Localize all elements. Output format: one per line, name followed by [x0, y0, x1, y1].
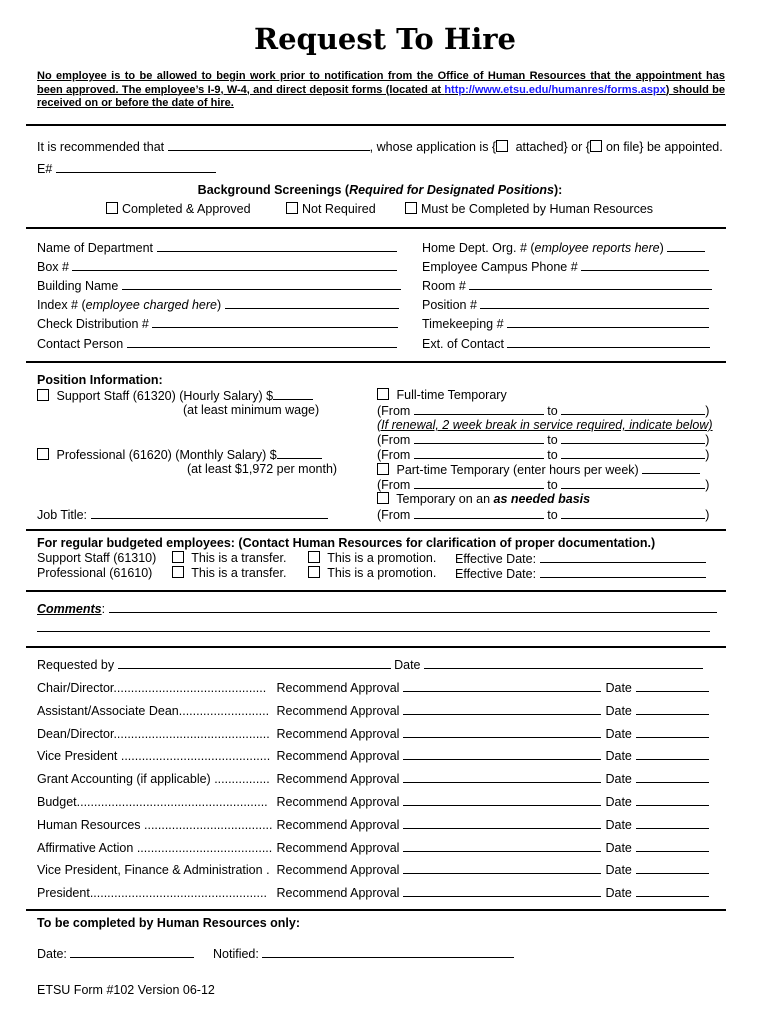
date-label: Date [605, 681, 632, 695]
budgeted-heading: For regular budgeted employees: (Contact Human Resources for clarification of proper documentation.) [37, 536, 656, 550]
support-promotion [308, 551, 436, 565]
recommend-approval-label: Recommend Approval [276, 749, 400, 764]
date-label: Date [605, 726, 632, 741]
attached-checkbox[interactable] [496, 140, 508, 152]
parttime-label: Part-time Temporary (enter hours per week) [396, 463, 639, 477]
approval-date-field[interactable] [636, 840, 709, 852]
support-transfer [172, 551, 286, 565]
from-label: (From [377, 404, 411, 418]
position-num-row [422, 297, 709, 312]
leader-dots: ........................................... [120, 749, 271, 764]
asneeded-label: Temporary on an [396, 492, 494, 506]
date-label: Date [605, 863, 632, 878]
comments-row [37, 601, 717, 616]
date-label: Date [605, 772, 632, 787]
leader-dots: ................................................... [89, 886, 267, 901]
support-transfer-checkbox[interactable] [172, 551, 184, 563]
approval-row [37, 885, 709, 900]
close-paren: ) [705, 508, 710, 522]
approver-label: Dean/Director [37, 726, 114, 741]
support-promotion-checkbox[interactable] [308, 551, 320, 563]
approver-title [37, 727, 273, 741]
hours-per-week-field[interactable] [642, 462, 700, 474]
close-paren: ) [705, 448, 710, 462]
comments-field-2[interactable] [37, 620, 710, 632]
hourly-salary-field[interactable] [273, 388, 313, 400]
approval-signature-field[interactable] [403, 703, 601, 715]
leader-dots: .......................... [178, 703, 270, 718]
parttime-row [377, 462, 700, 477]
fulltime-to-field[interactable] [561, 403, 705, 415]
hr-only-heading: To be completed by Human Resources only: [37, 916, 301, 930]
home-dept-label-em: employee reports here [534, 241, 660, 255]
to-label: to [547, 433, 558, 447]
comments-colon: : [101, 602, 106, 616]
divider [26, 646, 726, 648]
approval-row [37, 817, 709, 832]
parttime-to-field[interactable] [561, 477, 705, 489]
recommend-label: It is recommended that [37, 140, 165, 154]
page-title: Request To Hire [253, 22, 517, 56]
box-field[interactable] [72, 259, 397, 271]
leader-dots: ....................................... [136, 840, 273, 855]
budgeted-support-label: Support Staff (61310) [37, 551, 157, 565]
approver-label: Vice President [37, 749, 121, 764]
recommend-approval-label: Recommend Approval [276, 795, 400, 809]
leader-dots: ..................................... [144, 817, 273, 832]
attached-label: attached} or { [512, 140, 590, 154]
renewal-from-field-1[interactable] [414, 432, 544, 444]
department-row [37, 240, 397, 255]
approver-title [37, 863, 273, 877]
asneeded-from-row [377, 507, 709, 522]
approval-signature-field[interactable] [403, 726, 601, 738]
notice-text [37, 70, 725, 111]
close-paren: ) [705, 478, 710, 492]
enum-label: E# [37, 162, 53, 176]
approver-title [37, 886, 273, 900]
from-label: (From [377, 448, 411, 462]
recommend-approval-label: Recommend Approval [276, 817, 400, 832]
hr-notified-label: Notified: [213, 947, 259, 961]
campus-phone-field[interactable] [581, 259, 709, 271]
not-required-checkbox[interactable] [286, 202, 298, 214]
fulltime-label: Full-time Temporary [396, 388, 507, 402]
approval-row [37, 703, 709, 718]
notice-part-a: No employee is to be allowed to begin work prior to notification from the Office of Human Resources that the appointment has been approved. The employee’s I-9, W-4, and direct deposit forms (located at [37, 70, 725, 96]
date-label: Date [605, 749, 632, 764]
approval-signature-field[interactable] [403, 862, 601, 874]
date-label: Date [605, 817, 632, 832]
date-label: Date [394, 658, 421, 672]
screenings-heading-em: Required for Designated Positions [349, 183, 554, 197]
divider [26, 227, 726, 229]
job-title-label: Job Title: [37, 508, 88, 522]
renewal-from-row-2 [377, 447, 709, 462]
approval-row [37, 748, 709, 763]
recommend-approval-label: Recommend Approval [276, 726, 400, 741]
support-staff-row [37, 388, 313, 403]
approval-row [37, 794, 709, 809]
parttime-from-field[interactable] [414, 477, 544, 489]
recommend-approval-label: Recommend Approval [276, 703, 400, 718]
recommended-name-field[interactable] [168, 139, 370, 151]
index-label-close: ) [216, 298, 222, 312]
whose-label: , whose application is { [369, 140, 497, 154]
check-distribution-field[interactable] [152, 316, 398, 328]
professional-transfer [172, 566, 286, 580]
date-label: Date [605, 886, 632, 901]
professional-effective-row [455, 566, 706, 581]
position-heading: Position Information: [37, 373, 163, 387]
screenings-heading-b: ): [554, 183, 563, 197]
professional-row [37, 447, 322, 462]
fulltime-checkbox[interactable] [377, 388, 389, 400]
asneeded-label-em: as needed basis [493, 492, 591, 506]
notice-part-b: ) should be received on or before the date of hire. [37, 83, 725, 109]
support-staff-checkbox[interactable] [37, 389, 49, 401]
fulltime-from-field[interactable] [414, 403, 544, 415]
box-label: Box # [37, 260, 69, 274]
enum-field[interactable] [56, 161, 216, 173]
position-num-label: Position # [422, 298, 477, 312]
from-label: (From [377, 478, 411, 492]
completed-checkbox[interactable] [106, 202, 118, 214]
renewal-to-field-2[interactable] [561, 447, 705, 459]
leader-dots: ....................................................... [76, 795, 268, 809]
renewal-note: (If renewal, 2 week break in service required, indicate below) [377, 418, 713, 432]
department-field[interactable] [157, 240, 397, 252]
effective-label: Effective Date: [455, 567, 537, 581]
home-dept-label: Home Dept. Org. # ( [422, 241, 535, 255]
ext-contact-label: Ext. of Contact [422, 337, 504, 351]
recommend-row [37, 139, 723, 154]
home-dept-field[interactable] [667, 240, 705, 252]
hr-date-field[interactable] [70, 946, 194, 958]
asneeded-row [377, 492, 590, 506]
professional-transfer-checkbox[interactable] [172, 566, 184, 578]
job-title-field[interactable] [91, 507, 328, 519]
room-row [422, 278, 712, 293]
approval-signature-field[interactable] [403, 794, 601, 806]
approval-signature-field[interactable] [403, 840, 601, 852]
divider [26, 361, 726, 363]
asneeded-to-field[interactable] [561, 507, 705, 519]
approval-date-field[interactable] [636, 885, 709, 897]
check-distribution-row [37, 316, 398, 331]
screening-completed[interactable] [106, 202, 251, 216]
screening-not-required[interactable] [286, 202, 376, 216]
hr-date-label: Date: [37, 947, 67, 961]
campus-phone-row [422, 259, 709, 274]
leader-dots: . [266, 863, 270, 878]
to-label: to [547, 404, 558, 418]
renewal-from-row-1 [377, 432, 709, 447]
screening-must-complete[interactable] [405, 202, 653, 216]
approval-date-field[interactable] [636, 862, 709, 874]
check-distribution-label: Check Distribution # [37, 317, 149, 331]
building-label: Building Name [37, 279, 119, 293]
requested-by-row [37, 657, 703, 672]
building-row [37, 278, 401, 293]
date-label: Date [605, 703, 632, 718]
index-row [37, 297, 399, 312]
support-staff-label: Support Staff (61320) (Hourly Salary) $ [56, 389, 274, 403]
recommend-approval-label: Recommend Approval [276, 840, 400, 855]
effective-label: Effective Date: [455, 552, 537, 566]
ext-contact-row [422, 336, 710, 351]
ext-contact-field[interactable] [507, 336, 710, 348]
index-label-em: employee charged here [85, 298, 217, 312]
approval-signature-field[interactable] [403, 817, 601, 829]
approver-title [37, 841, 273, 855]
date-label: Date [605, 840, 632, 855]
approver-label: Chair/Director [37, 681, 114, 695]
approval-signature-field[interactable] [403, 748, 601, 760]
department-label: Name of Department [37, 241, 154, 255]
to-label: to [547, 448, 558, 462]
from-label: (From [377, 508, 411, 522]
contact-person-field[interactable] [127, 336, 397, 348]
professional-effective-field[interactable] [540, 566, 706, 578]
transfer-label: This is a transfer. [191, 551, 287, 565]
to-label: to [547, 508, 558, 522]
requested-date-field[interactable] [424, 657, 703, 669]
approver-title [37, 818, 273, 832]
leader-dots: ............................................. [113, 726, 270, 741]
approver-label: Budget [37, 795, 77, 809]
hr-notified-row [213, 946, 514, 961]
forms-link[interactable]: http://www.etsu.edu/humanres/forms.aspx [444, 83, 666, 96]
approver-title [37, 704, 273, 718]
approver-label: Vice President, Finance & Administration [37, 863, 267, 878]
promotion-label: This is a promotion. [327, 551, 437, 565]
not-required-label: Not Required [302, 202, 376, 216]
enum-row [37, 161, 216, 176]
approval-date-field[interactable] [636, 817, 709, 829]
approver-label: Affirmative Action [37, 840, 137, 855]
on-file-checkbox[interactable] [590, 140, 602, 152]
contact-person-row [37, 336, 397, 351]
divider [26, 529, 726, 531]
support-effective-field[interactable] [540, 551, 706, 563]
comments-label: Comments [37, 602, 102, 616]
transfer-label: This is a transfer. [191, 566, 287, 580]
form-footer: ETSU Form #102 Version 06-12 [37, 983, 215, 997]
recommend-approval-label: Recommend Approval [276, 863, 400, 878]
timekeeping-row [422, 316, 709, 331]
to-label: to [547, 478, 558, 492]
on-file-label: on file} be appointed. [605, 140, 723, 154]
approval-date-field[interactable] [636, 703, 709, 715]
divider [26, 124, 726, 126]
approval-signature-field[interactable] [403, 885, 601, 897]
approval-signature-field[interactable] [403, 771, 601, 783]
approver-title [37, 749, 273, 763]
timekeeping-label: Timekeeping # [422, 317, 504, 331]
recommend-approval-label: Recommend Approval [276, 886, 400, 901]
completed-label: Completed & Approved [122, 202, 251, 216]
must-complete-label: Must be Completed by Human Resources [421, 202, 654, 216]
home-dept-label-close: ) [659, 241, 664, 255]
index-label: Index # ( [37, 298, 86, 312]
approval-date-field[interactable] [636, 771, 709, 783]
approval-date-field[interactable] [636, 680, 709, 692]
requested-by-label: Requested by [37, 658, 115, 672]
approver-label: President [37, 886, 90, 901]
approval-row [37, 726, 709, 741]
approval-row [37, 680, 709, 695]
renewal-from-field-2[interactable] [414, 447, 544, 459]
approver-title [37, 795, 273, 809]
close-paren: ) [705, 404, 710, 418]
screenings-heading-a: Background Screenings ( [197, 183, 350, 197]
index-field[interactable] [225, 297, 399, 309]
parttime-from-row [377, 477, 709, 492]
professional-promotion [308, 566, 436, 580]
approval-row [37, 862, 709, 877]
approver-label: Assistant/Associate Dean [37, 703, 179, 718]
approval-row [37, 771, 709, 786]
screenings-heading [0, 183, 760, 197]
approval-date-field[interactable] [636, 748, 709, 760]
building-field[interactable] [122, 278, 401, 290]
approver-label: Human Resources [37, 817, 144, 832]
comments-line-2 [37, 620, 710, 635]
recommend-approval-label: Recommend Approval [276, 772, 400, 787]
promotion-label: This is a promotion. [327, 566, 437, 580]
job-title-row [37, 507, 328, 522]
approver-label: Grant Accounting (if applicable) [37, 772, 215, 787]
professional-label: Professional (61620) (Monthly Salary) $ [56, 448, 277, 462]
asneeded-from-field[interactable] [414, 507, 544, 519]
professional-min-label: (at least $1,972 per month) [187, 462, 338, 476]
approval-date-field[interactable] [636, 794, 709, 806]
leader-dots: ............................................ [113, 681, 267, 695]
asneeded-checkbox[interactable] [377, 492, 389, 504]
support-effective-row [455, 551, 706, 566]
hr-notified-field[interactable] [262, 946, 514, 958]
renewal-to-field-1[interactable] [561, 432, 705, 444]
room-field[interactable] [469, 278, 712, 290]
fulltime-row [377, 388, 507, 402]
contact-person-label: Contact Person [37, 337, 124, 351]
approval-row [37, 840, 709, 855]
monthly-salary-field[interactable] [277, 447, 322, 459]
hr-date-row [37, 946, 194, 961]
date-label: Date [605, 795, 632, 809]
fulltime-from-row [377, 403, 709, 418]
campus-phone-label: Employee Campus Phone # [422, 260, 578, 274]
position-num-field[interactable] [480, 297, 709, 309]
professional-checkbox[interactable] [37, 448, 49, 460]
approval-date-field[interactable] [636, 726, 709, 738]
recommend-approval-label: Recommend Approval [276, 681, 400, 695]
leader-dots: ................ [214, 772, 270, 787]
support-min-label: (at least minimum wage) [183, 403, 320, 417]
comments-field-1[interactable] [109, 601, 717, 613]
parttime-checkbox[interactable] [377, 463, 389, 475]
approval-signature-field[interactable] [403, 680, 601, 692]
budgeted-professional-label: Professional (61610) [37, 566, 153, 580]
divider [26, 909, 726, 911]
must-complete-checkbox[interactable] [405, 202, 417, 214]
home-dept-row [422, 240, 705, 255]
room-label: Room # [422, 279, 466, 293]
approver-title [37, 772, 273, 786]
divider [26, 590, 726, 592]
close-paren: ) [705, 433, 710, 447]
timekeeping-field[interactable] [507, 316, 709, 328]
from-label: (From [377, 433, 411, 447]
professional-promotion-checkbox[interactable] [308, 566, 320, 578]
approver-title [37, 681, 273, 695]
box-row [37, 259, 397, 274]
requested-by-field[interactable] [118, 657, 391, 669]
